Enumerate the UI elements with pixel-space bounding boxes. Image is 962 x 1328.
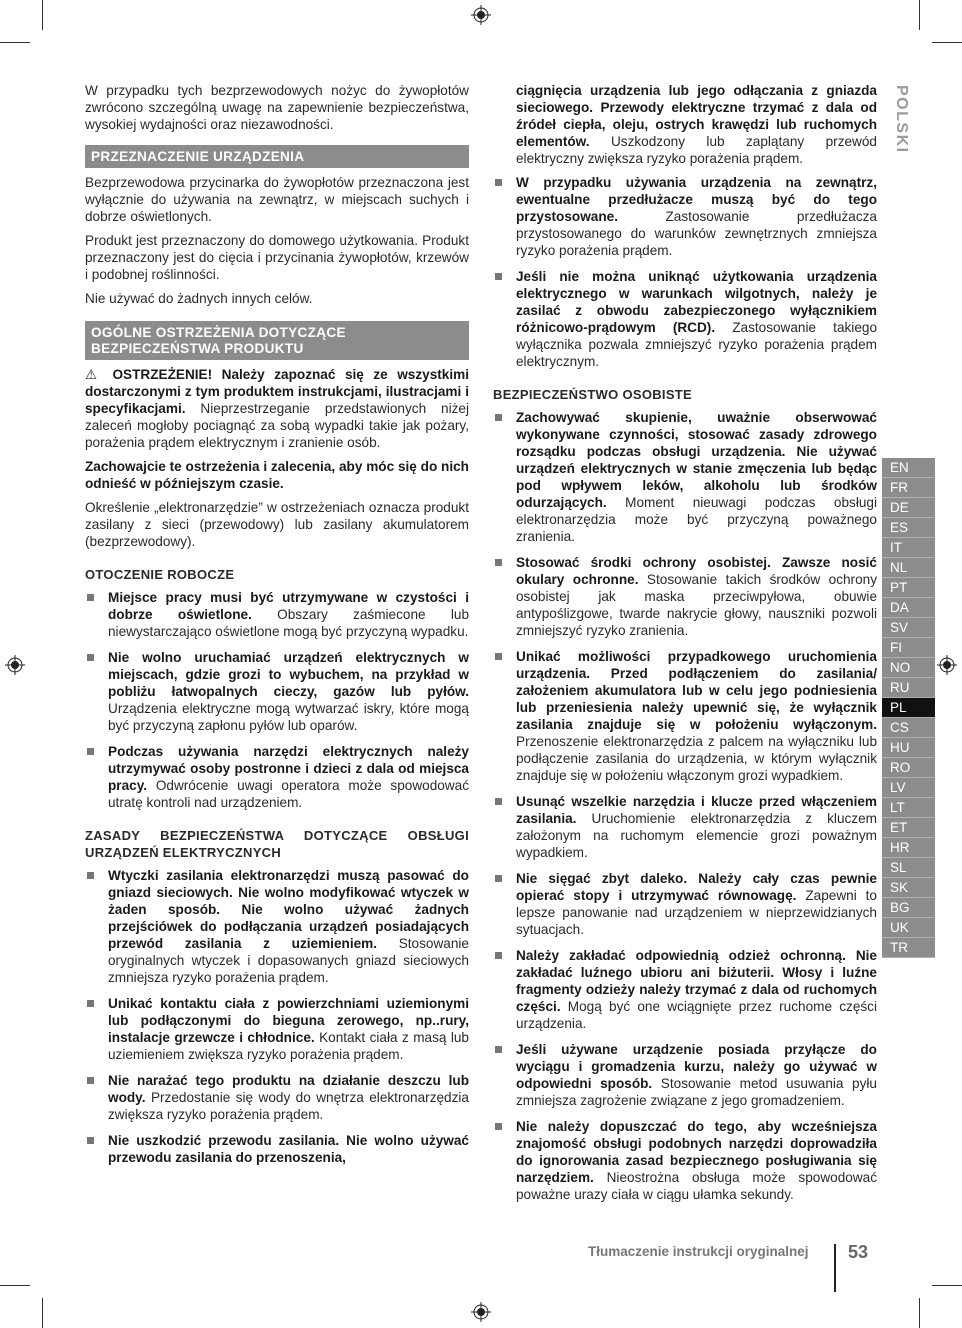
warning-paragraph xyxy=(85,366,469,451)
text: Mogą być one wciągnięte przez ruchome części urządzenia. xyxy=(516,999,877,1031)
bold-text: Unikać kontaktu ciała z powierzchniami uziemionymi lub podłączonymi do bieguna zerowego, np..rury, instalacje grzewcze i chłodnice. xyxy=(108,996,469,1045)
language-tab-sk[interactable]: SK xyxy=(882,878,935,898)
crop-mark xyxy=(42,0,43,30)
warning-triangle-icon: ⚠ xyxy=(85,367,103,382)
bold-text: Miejsce pracy musi być utrzymywane w czystości i dobrze oświetlone. xyxy=(108,590,469,622)
bullet-square-icon xyxy=(87,872,94,879)
language-tab-pl[interactable]: PL xyxy=(882,698,935,718)
bullet-square-icon xyxy=(495,179,502,186)
text: Zapewni to lepsze panowanie nad urządzeniem w nieprzewidzianych sytuacjach. xyxy=(516,888,877,937)
bullet-list xyxy=(85,867,469,1166)
bullet-item xyxy=(493,268,877,370)
language-tab-hu[interactable]: HU xyxy=(882,738,935,758)
bold-text: Podczas używania narzędzi elektrycznych należy utrzymywać osoby postronne i dzieci z dala od miejsca pracy. xyxy=(108,744,469,793)
footer-divider xyxy=(834,1244,836,1292)
language-tab-no[interactable]: NO xyxy=(882,658,935,678)
subheading: BEZPIECZEŃSTWO OSOBISTE xyxy=(493,387,693,402)
text: Stosowanie metod usuwania pyłu zmniejsza zagrożenie związane z jego gromadzeniem. xyxy=(516,1076,877,1108)
bullet-square-icon xyxy=(495,1046,502,1053)
bullet-square-icon xyxy=(87,1137,94,1144)
bullet-square-icon xyxy=(495,653,502,660)
bold-text: Jeśli używane urządzenie posiada przyłącze do wyciągu i gromadzenia kurzu, należy go używać w odpowiedni sposób. xyxy=(516,1042,877,1091)
language-tab-cs[interactable]: CS xyxy=(882,718,935,738)
registration-mark-icon xyxy=(471,5,491,25)
section-heading: OGÓLNE OSTRZEŻENIA DOTYCZĄCE BEZPIECZEŃSTWA PRODUKTU xyxy=(85,321,469,360)
language-tab-fr[interactable]: FR xyxy=(882,478,935,498)
language-tab-nl[interactable]: NL xyxy=(882,558,935,578)
language-tab-sv[interactable]: SV xyxy=(882,618,935,638)
bold-text: Nie uszkodzić przewodu zasilania. Nie wolno używać przewodu zasilania do przenoszenia, xyxy=(108,1133,469,1165)
bullet-square-icon xyxy=(87,748,94,755)
bullet-item xyxy=(493,793,877,861)
text: Stosowanie oryginalnych wtyczek i dopasowanych gniazd sieciowych zmniejsza ryzyko porażenia prądem. xyxy=(108,936,469,985)
language-tab-fi[interactable]: FI xyxy=(882,638,935,658)
language-tab-it[interactable]: IT xyxy=(882,538,935,558)
bullet-square-icon xyxy=(495,414,502,421)
language-side-label: POLSKI xyxy=(893,85,910,154)
text: Stosowanie takich środków ochrony osobistej jak maska przeciwpyłowa, obuwie antypoślizgowe, twarde nakrycie głowy, nauszniki pozwoli zmniejszyć ryzyko zranienia. xyxy=(516,572,877,638)
paragraph: Produkt jest przeznaczony do domowego użytkowania. Produkt przeznaczony jest do cięcia i przycinania żywopłotów, krzewów i podobnej roślinności. xyxy=(85,233,469,282)
bullet-item xyxy=(493,554,877,639)
paragraph: Nie używać do żadnych innych celów. xyxy=(85,291,313,306)
bullet-square-icon xyxy=(495,875,502,882)
language-tab-bg[interactable]: BG xyxy=(882,898,935,918)
bullet-item xyxy=(493,409,877,545)
definition-paragraph: Określenie „elektronarzędzie” w ostrzeżeniach oznacza produkt zasilany z sieci (przewodowy) lub zasilany akumulatorem (bezprzewodowy). xyxy=(85,500,469,549)
bullet-item xyxy=(85,743,469,811)
bold-text: Nie wolno uruchamiać urządzeń elektrycznych w miejscach, gdzie grozi to wybuchem, na przykład w pobliżu łatwopalnych cieczy, gazów lub pyłów. xyxy=(108,650,469,699)
bullet-item xyxy=(493,648,877,784)
bullet-item xyxy=(493,870,877,938)
warning-bold: OSTRZEŻENIE! Należy zapoznać się ze wszystkimi dostarczonymi z tym produktem instrukcjami, ilustracjami i specyfikacjami. xyxy=(85,367,469,416)
registration-mark-icon xyxy=(5,655,25,675)
text: Uszkodzony lub zaplątany przewód elektryczny zwiększa ryzyko porażenia prądem. xyxy=(516,134,877,166)
continued-paragraph xyxy=(493,82,877,167)
bold-text: Wtyczki zasilania elektronarzędzi muszą pasować do gniazd sieciowych. Nie wolno modyfikować wtyczek w żaden sposób. Nie wolno używać żadnych przejściówek do podłączania urządzeń posiadających przewód zasilania z uziemieniem. xyxy=(108,868,469,951)
text: Obszary zaśmiecone lub niewystarczająco oświetlone mogą być przyczyną wypadku. xyxy=(108,607,470,639)
crop-mark xyxy=(919,1298,920,1328)
text: Zastosowanie przedłużacza przystosowanego do warunków zewnętrznych zmniejsza ryzyko porażenia prądem. xyxy=(516,209,877,258)
bullet-item xyxy=(493,1041,877,1109)
registration-mark-icon xyxy=(471,1302,491,1322)
text: Urządzenia elektryczne mogą wytwarzać iskry, które mogą być przyczyną zapłonu pyłów lub oparów. xyxy=(108,701,469,733)
text: Uruchomienie elektronarzędzia z kluczem założonym na ruchomym elemencie grozi poważnym wypadkiem. xyxy=(516,811,877,860)
bullet-list xyxy=(85,589,469,811)
bold-text: Unikać możliwości przypadkowego uruchomienia urządzenia. Przed podłączeniem do zasilania/ założeniem akumulatora lub w celu jego podniesienia lub przeniesienia należy upewnić się, że wyłącznik zasilania znajduje się w położeniu wyłączonym. xyxy=(516,649,877,732)
crop-mark xyxy=(0,1285,30,1286)
language-tab-ro[interactable]: RO xyxy=(882,758,935,778)
language-tab-sl[interactable]: SL xyxy=(882,858,935,878)
bold-text: Nie należy dopuszczać do tego, aby wcześniejsza znajomość obsługi podobnych narzędzi doprowadziła do ignorowania zasad bezpiecznego posługiwania się narzędziem. xyxy=(516,1119,877,1185)
bullet-item xyxy=(85,995,469,1063)
warning-text: Nieprzestrzeganie przedstawionych niżej zaleceń mogłoby pociagnąć za sobą wypadki takie jak pożary, porażenia prądem elektrycznym i zranienie osób. xyxy=(85,401,469,450)
crop-mark xyxy=(919,0,920,30)
language-tab-de[interactable]: DE xyxy=(882,498,935,518)
page-number: 53 xyxy=(848,1242,869,1262)
crop-mark xyxy=(932,42,962,43)
left-column xyxy=(85,82,469,1175)
crop-mark xyxy=(932,1285,962,1286)
right-column xyxy=(493,82,877,1212)
bullet-list xyxy=(493,174,877,370)
subheading: ZASADY BEZPIECZEŃSTWA DOTYCZĄCE OBSŁUGI URZĄDZEŃ ELEKTRYCZNYCH xyxy=(85,828,469,860)
bullet-item xyxy=(493,947,877,1032)
crop-mark xyxy=(0,42,30,43)
text: Przenoszenie elektronarzędzia z palcem na wyłączniku lub podłączenie zasilania do urządzenia, w którym wyłącznik znajduje się w położeniu włączonym grozi wypadkiem. xyxy=(516,734,877,783)
bullet-list xyxy=(493,409,877,1203)
keep-text: Zachowajcie te ostrzeżenia i zalecenia, aby móc się do nich odnieść w późniejszym czasie. xyxy=(85,459,469,491)
text: Nieostrożna obsługa może spowodować poważne urazy ciała w ciągu ułamka sekundy. xyxy=(516,1170,877,1202)
bullet-square-icon xyxy=(495,952,502,959)
bullet-item xyxy=(85,867,469,986)
language-tab-en[interactable]: EN xyxy=(882,458,935,478)
bullet-square-icon xyxy=(495,559,502,566)
bold-text: Stosować środki ochrony osobistej. Zawsze nosić okulary ochronne. xyxy=(516,555,877,587)
bullet-square-icon xyxy=(495,1123,502,1130)
language-tabs xyxy=(882,458,935,958)
language-tab-et[interactable]: ET xyxy=(882,818,935,838)
language-tab-lt[interactable]: LT xyxy=(882,798,935,818)
bullet-item xyxy=(493,174,877,259)
bullet-square-icon xyxy=(87,654,94,661)
section-heading: PRZEZNACZENIE URZĄDZENIA xyxy=(85,145,469,168)
language-tab-uk[interactable]: UK xyxy=(882,918,935,938)
footer-text: Tłumaczenie instrukcji oryginalnej xyxy=(588,1244,809,1259)
bullet-square-icon xyxy=(495,798,502,805)
bold-text: Nie narażać tego produktu na działanie deszczu lub wody. xyxy=(108,1073,469,1105)
text: Przedostanie się wody do wnętrza elektronarzędzia zwiększa ryzyko porażenia prądem. xyxy=(108,1090,469,1122)
text: Zastosowanie takiego wyłącznika pozwala zmniejszyć ryzyko porażenia prądem elektrycznym. xyxy=(516,320,878,369)
bullet-item xyxy=(85,1072,469,1123)
bullet-item xyxy=(85,649,469,734)
bullet-square-icon xyxy=(495,273,502,280)
bold-text: Jeśli nie można uniknąć użytkowania urządzenia elektrycznego w warunkach wilgotnych, należy je zasilać z obwodu zabezpieczonego wyłącznikiem różnicowo-prądowym (RCD). xyxy=(516,269,877,335)
intro-paragraph: W przypadku tych bezprzewodowych nożyc do żywopłotów zwrócono szczególną uwagę na zapewnienie bezpieczeństwa, wysokiej wydajności oraz niezawodności. xyxy=(85,83,469,132)
bullet-item xyxy=(85,589,469,640)
bullet-item xyxy=(85,1132,469,1166)
keep-paragraph xyxy=(85,458,469,492)
language-tab-tr[interactable]: TR xyxy=(882,938,935,958)
language-tab-ru[interactable]: RU xyxy=(882,678,935,698)
text: Kontakt ciała z masą lub uziemieniem zwiększa ryzyko porażenia prądem. xyxy=(108,1030,469,1062)
bold-text: Należy zakładać odpowiednią odzież ochronną. Nie zakładać luźnego ubioru ani biżuterii. Włosy i luźne fragmenty odzieży należy trzymać z dala od ruchomych części. xyxy=(516,948,877,1014)
crop-mark xyxy=(42,1298,43,1328)
language-tab-pt[interactable]: PT xyxy=(882,578,935,598)
subheading: OTOCZENIE ROBOCZE xyxy=(85,567,235,582)
language-tab-es[interactable]: ES xyxy=(882,518,935,538)
bold-text: Nie sięgać zbyt daleko. Należy cały czas pewnie opierać stopy i utrzymywać równowagę. xyxy=(516,871,877,903)
text: Odwrócenie uwagi operatora może spowodować utratę kontroli nad urządzeniem. xyxy=(108,778,469,810)
bullet-square-icon xyxy=(87,1077,94,1084)
bold-text: ciągnięcia urządzenia lub jego odłączania z gniazda sieciowego. Przewody elektryczne trzymać z dala od źródeł ciepła, oleju, ostrych krawędzi lub ruchomych elementów. xyxy=(516,83,877,149)
bullet-item xyxy=(493,1118,877,1203)
language-tab-hr[interactable]: HR xyxy=(882,838,935,858)
bullet-square-icon xyxy=(87,1000,94,1007)
registration-mark-icon xyxy=(937,655,957,675)
bold-text: Usunąć wszelkie narzędzia i klucze przed włączeniem zasilania. xyxy=(516,794,877,826)
language-tab-lv[interactable]: LV xyxy=(882,778,935,798)
bold-text: W przypadku używania urządzenia na zewnątrz, ewentualne przedłużacze muszą być do tego przystosowane. xyxy=(516,175,877,224)
paragraph: Bezprzewodowa przycinarka do żywopłotów przeznaczona jest wyłącznie do używania na zewnątrz, w miejscach suchych i dobrze oświetlonych. xyxy=(85,175,469,224)
language-tab-da[interactable]: DA xyxy=(882,598,935,618)
text: Moment nieuwagi podczas obsługi elektronarzędzia może być przyczyną poważnego zranienia. xyxy=(516,495,877,544)
bullet-square-icon xyxy=(87,594,94,601)
bold-text: Zachowywać skupienie, uważnie obserwować wykonywane czynności, stosować zasady zdrowego rozsądku podczas obsługi urządzenia. Nie używać urządzeń elektrycznych w stanie zmęczenia lub będąc pod wpływem leków, alkoholu lub środków odurzających. xyxy=(516,410,877,510)
